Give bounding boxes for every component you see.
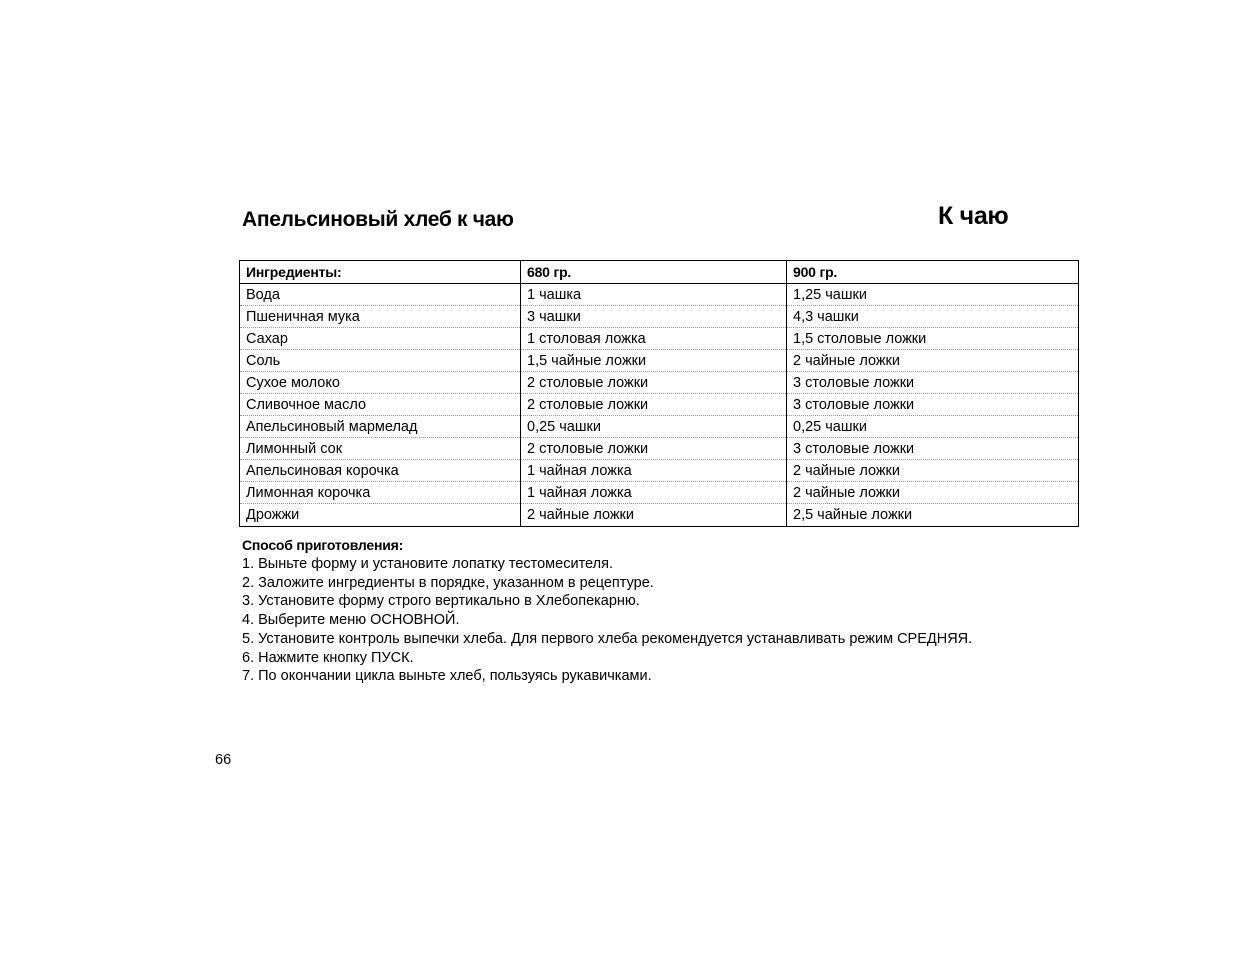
- amount-680g: 0,25 чашки: [521, 416, 787, 438]
- ingredient-name: Сахар: [240, 328, 521, 350]
- table-row: [240, 394, 1079, 416]
- table-row: [240, 372, 1079, 394]
- table-row: [240, 482, 1079, 504]
- amount-900g: 0,25 чашки: [787, 416, 1079, 438]
- amount-900g: 4,3 чашки: [787, 306, 1079, 328]
- table-row: [240, 504, 1079, 527]
- amount-680g: 3 чашки: [521, 306, 787, 328]
- ingredient-name: Апельсиновая корочка: [240, 460, 521, 482]
- header-680g: 680 гр.: [521, 261, 787, 284]
- method-step: 1. Выньте форму и установите лопатку тестомесителя.: [242, 556, 613, 572]
- amount-680g: 1,5 чайные ложки: [521, 350, 787, 372]
- amount-680g: 1 чайная ложка: [521, 460, 787, 482]
- ingredient-name: Вода: [240, 284, 521, 306]
- ingredients-table: [239, 260, 1079, 527]
- amount-680g: 2 столовые ложки: [521, 372, 787, 394]
- header-ingredients: Ингредиенты:: [240, 261, 521, 284]
- amount-900g: 2 чайные ложки: [787, 350, 1079, 372]
- page-number: 66: [215, 752, 232, 768]
- amount-680g: 1 столовая ложка: [521, 328, 787, 350]
- ingredient-name: Дрожжи: [246, 507, 300, 523]
- amount-680g: 1 чашка: [521, 284, 787, 306]
- amount-680g: 2 чайные ложки: [521, 504, 787, 527]
- table-row: [240, 350, 1079, 372]
- header-900g: 900 гр.: [787, 261, 1079, 284]
- ingredient-name: Пшеничная мука: [240, 306, 521, 328]
- table-row: [240, 306, 1079, 328]
- amount-900g: 2 чайные ложки: [787, 482, 1079, 504]
- amount-680g: 2 столовые ложки: [521, 394, 787, 416]
- method-step: 3. Установите форму строго вертикально в Хлебопекарню.: [242, 593, 640, 610]
- amount-900g: 2,5 чайные ложки: [787, 504, 1079, 527]
- table-row: [240, 460, 1079, 482]
- method-step: 5. Установите контроль выпечки хлеба. Для первого хлеба рекомендуется устанавливать режим СРЕДНЯЯ.: [242, 630, 973, 647]
- method-step: 6. Нажмите кнопку ПУСК.: [242, 649, 414, 666]
- ingredient-name: Сухое молоко: [240, 372, 521, 394]
- method-step: 2. Заложите ингредиенты в порядке, указанном в рецептуре.: [242, 574, 654, 591]
- table-header-row: [240, 261, 1079, 284]
- amount-900g: 3 столовые ложки: [787, 372, 1079, 394]
- ingredient-name: Лимонная корочка: [240, 482, 521, 504]
- amount-900g: 3 столовые ложки: [787, 394, 1079, 416]
- method-step: 4. Выберите меню ОСНОВНОЙ.: [242, 612, 460, 629]
- amount-900g: 2 чайные ложки: [787, 460, 1079, 482]
- amount-900g: 1,5 столовые ложки: [787, 328, 1079, 350]
- recipe-title: Апельсиновый хлеб к чаю: [242, 208, 514, 231]
- amount-900g: 1,25 чашки: [787, 284, 1079, 306]
- section-title: К чаю: [938, 202, 1009, 230]
- table-row: [240, 416, 1079, 438]
- ingredient-name: Лимонный сок: [240, 438, 521, 460]
- method-title: Способ приготовления:: [242, 537, 404, 553]
- table-row: [240, 328, 1079, 350]
- method-step: 7. По окончании цикла выньте хлеб, пользуясь рукавичками.: [242, 668, 652, 685]
- amount-680g: 1 чайная ложка: [521, 482, 787, 504]
- ingredient-name: Сливочное масло: [240, 394, 521, 416]
- amount-900g: 3 столовые ложки: [787, 438, 1079, 460]
- ingredient-name: Соль: [240, 350, 521, 372]
- amount-680g: 2 столовые ложки: [521, 438, 787, 460]
- table-row: [240, 284, 1079, 306]
- table-row: [240, 438, 1079, 460]
- method-steps-list: [242, 555, 972, 686]
- ingredient-name: Апельсиновый мармелад: [240, 416, 521, 438]
